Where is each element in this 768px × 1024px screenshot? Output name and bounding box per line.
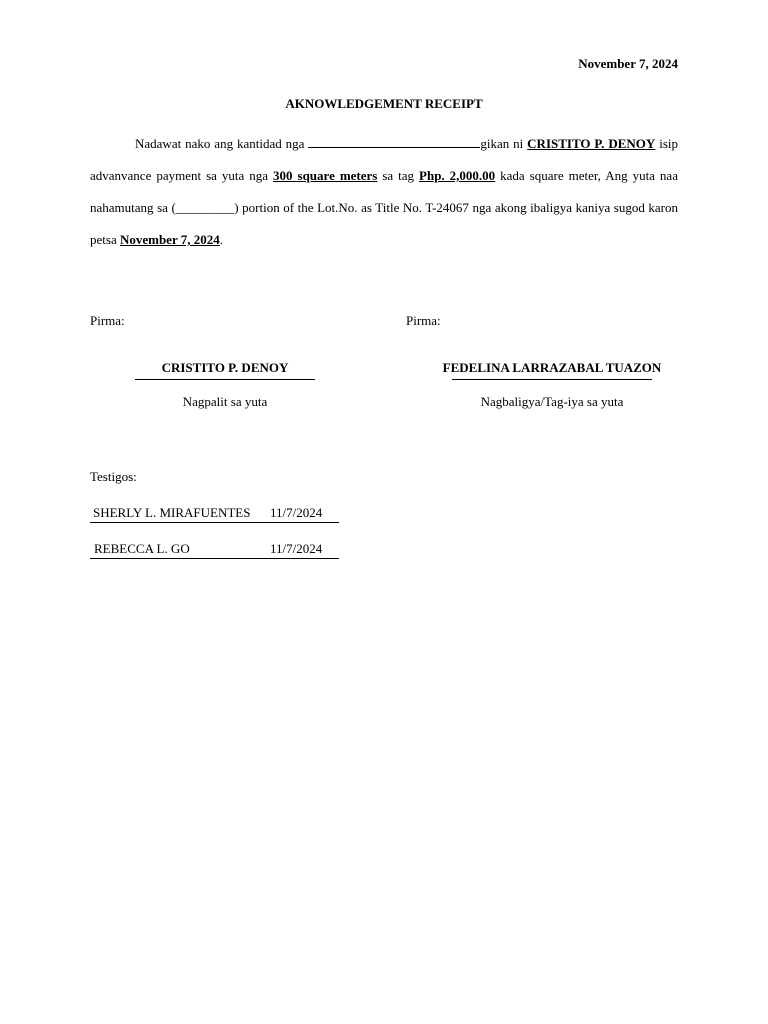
witnesses-label: Testigos: xyxy=(90,469,137,484)
body-text-part5: kada square meter, Ang yuta naa nahamutang sa (_________) portion of the Lot.No. as Title No. T-24067 nga akong ibaligya kaniya sugod karon petsa xyxy=(90,168,678,247)
buyer-role: Nagpalit sa yuta xyxy=(182,394,268,409)
seller-signature-line xyxy=(452,379,652,380)
witness-row xyxy=(90,541,339,559)
buyer-signature-block xyxy=(135,360,315,410)
buyer-signature-label: Pirma: xyxy=(90,313,125,328)
receipt-body xyxy=(90,128,678,256)
buyer-name: CRISTITO P. DENOY xyxy=(135,360,315,380)
sale-date: November 7, 2024 xyxy=(119,232,220,247)
seller-signature-label: Pirma: xyxy=(406,313,441,328)
body-text-part1: Nadawat nako ang kantidad nga xyxy=(135,136,309,151)
witness-name: SHERLY L. MIRAFUENTES xyxy=(93,505,251,520)
document-title: AKNOWLEDGEMENT RECEIPT xyxy=(285,96,483,111)
seller-name: FEDELINA LARRAZABAL TUAZON xyxy=(442,360,662,375)
witness-date: 11/7/2024 xyxy=(270,505,323,520)
amount-blank-line xyxy=(308,137,480,148)
document-date: November 7, 2024 xyxy=(578,56,678,71)
witness-date: 11/7/2024 xyxy=(270,541,323,556)
body-text-part6: . xyxy=(219,232,223,247)
land-area: 300 square meters xyxy=(273,168,378,183)
witness-name: REBECCA L. GO xyxy=(94,541,190,556)
witness-row xyxy=(90,505,339,523)
payer-name: CRISTITO P. DENOY xyxy=(527,136,656,151)
seller-signature-block xyxy=(432,360,672,410)
seller-role: Nagbaligya/Tag-iya sa yuta xyxy=(480,394,624,409)
price-per-sqm: Php. 2,000.00 xyxy=(419,168,496,183)
body-text-part4: sa tag xyxy=(377,168,420,183)
body-text-part2: gikan ni xyxy=(480,136,528,151)
body-text-part3: isip advanvance payment sa yuta nga xyxy=(90,136,678,183)
receipt-paragraph xyxy=(90,128,678,256)
